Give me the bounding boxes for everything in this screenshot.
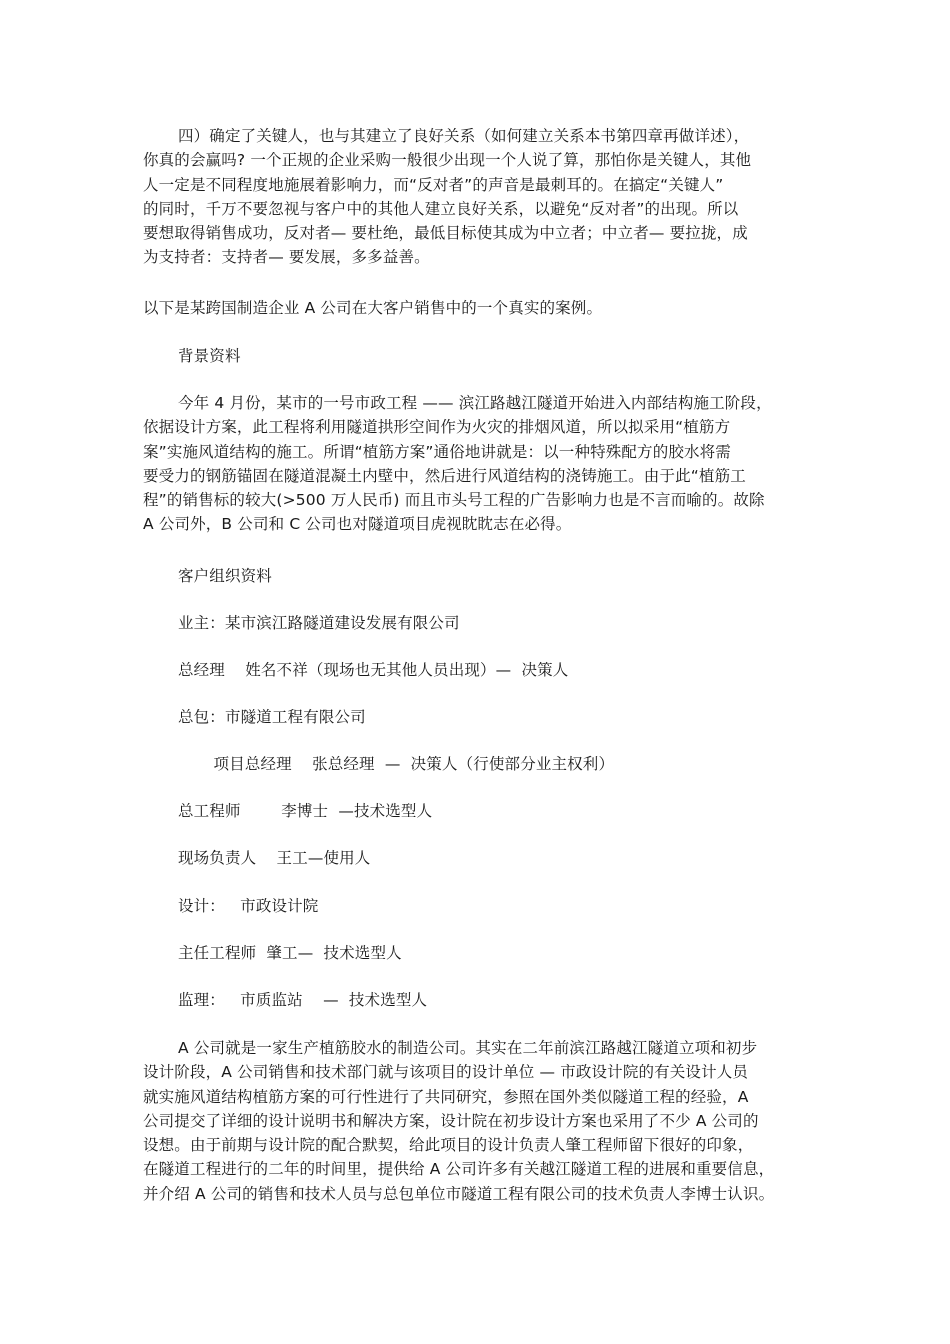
org-line-contractor: 总包：市隧道工程有限公司 <box>178 708 366 726</box>
text-line: A 公司就是一家生产植筋胶水的制造公司。其实在二年前滨江路越江隧道立项和初步 <box>178 1039 758 1057</box>
text-line: 四）确定了关键人，也与其建立了良好关系（如何建立关系本书第四章再做详述）， <box>178 127 750 145</box>
text-line: 程”的销售标的较大(>500 万人民币) 而且市头号工程的广告影响力也是不言而喻的。故除 <box>143 491 765 510</box>
text-line: 设计阶段，A 公司销售和技术部门就与该项目的设计单位 — 市政设计院的有关设计人员 <box>143 1063 749 1082</box>
org-line-chief-engineer: 总工程师 李博士 —技术选型人 <box>178 802 433 820</box>
org-line-supervision: 监理： 市质监站 — 技术选型人 <box>178 991 428 1009</box>
text-line: 并介绍 A 公司的销售和技术人员与总包单位市隧道工程有限公司的技术负责人李博士认识。 <box>143 1184 775 1203</box>
intro-line: 以下是某跨国制造企业 A 公司在大客户销售中的一个真实的案例。 <box>143 299 603 317</box>
org-line-general-manager: 总经理 姓名不祥（现场也无其他人员出现）— 决策人 <box>178 661 569 679</box>
text-line: 为支持者：支持者— 要发展，多多益善。 <box>143 248 430 267</box>
text-line: 案”实施风道结构的施工。所谓“植筋方案”通俗地讲就是：以一种特殊配方的胶水将需 <box>143 442 731 461</box>
text-line: 今年 4 月份，某市的一号市政工程 —— 滨江路越江隧道开始进入内部结构施工阶段， <box>178 394 772 412</box>
text-line: 在隧道工程进行的二年的时间里，提供给 A 公司许多有关越江隧道工程的进展和重要信息， <box>143 1160 775 1179</box>
org-line-site-manager: 现场负责人 王工—使用人 <box>178 849 371 867</box>
paragraph-key-person <box>143 124 821 270</box>
text-line: 的同时，千万不要忽视与客户中的其他人建立良好关系，以避免“反对者”的出现。所以 <box>143 199 739 218</box>
paragraph-background <box>143 391 821 537</box>
text-line: 人一定是不同程度地施展着影响力，而“反对者”的声音是最刺耳的。在搞定“关键人” <box>143 175 724 194</box>
text-line: 依据设计方案，此工程将利用隧道拱形空间作为火灾的排烟风道，所以拟采用“植筋方 <box>143 418 731 437</box>
text-line: 设想。由于前期与设计院的配合默契，给此项目的设计负责人肇工程师留下很好的印象， <box>143 1136 754 1155</box>
text-line: 就实施风道结构植筋方案的可行性进行了共同研究，参照在国外类似隧道工程的经验，A <box>143 1087 749 1106</box>
org-line-owner: 业主：某市滨江路隧道建设发展有限公司 <box>178 614 460 632</box>
text-line: 要想取得销售成功，反对者— 要杜绝，最低目标使其成为中立者；中立者— 要拉拢，成 <box>143 224 748 243</box>
heading-customer-org: 客户组织资料 <box>178 567 272 585</box>
paragraph-company-a <box>143 1036 821 1206</box>
org-line-lead-engineer: 主任工程师 肇工— 技术选型人 <box>178 944 402 962</box>
org-line-project-manager: 项目总经理 张总经理 — 决策人（行使部分业主权利） <box>178 755 615 773</box>
heading-background: 背景资料 <box>178 347 241 365</box>
text-line: A 公司外，B 公司和 C 公司也对隧道项目虎视眈眈志在必得。 <box>143 515 572 534</box>
org-line-design: 设计： 市政设计院 <box>178 897 319 915</box>
text-line: 公司提交了详细的设计说明书和解决方案，设计院在初步设计方案也采用了不少 A 公司的 <box>143 1111 759 1130</box>
text-line: 要受力的钢筋锚固在隧道混凝土内壁中，然后进行风道结构的浇铸施工。由于此“植筋工 <box>143 466 746 485</box>
text-line: 你真的会赢吗? 一个正规的企业采购一般很少出现一个人说了算，那怕你是关键人，其他 <box>143 151 752 170</box>
